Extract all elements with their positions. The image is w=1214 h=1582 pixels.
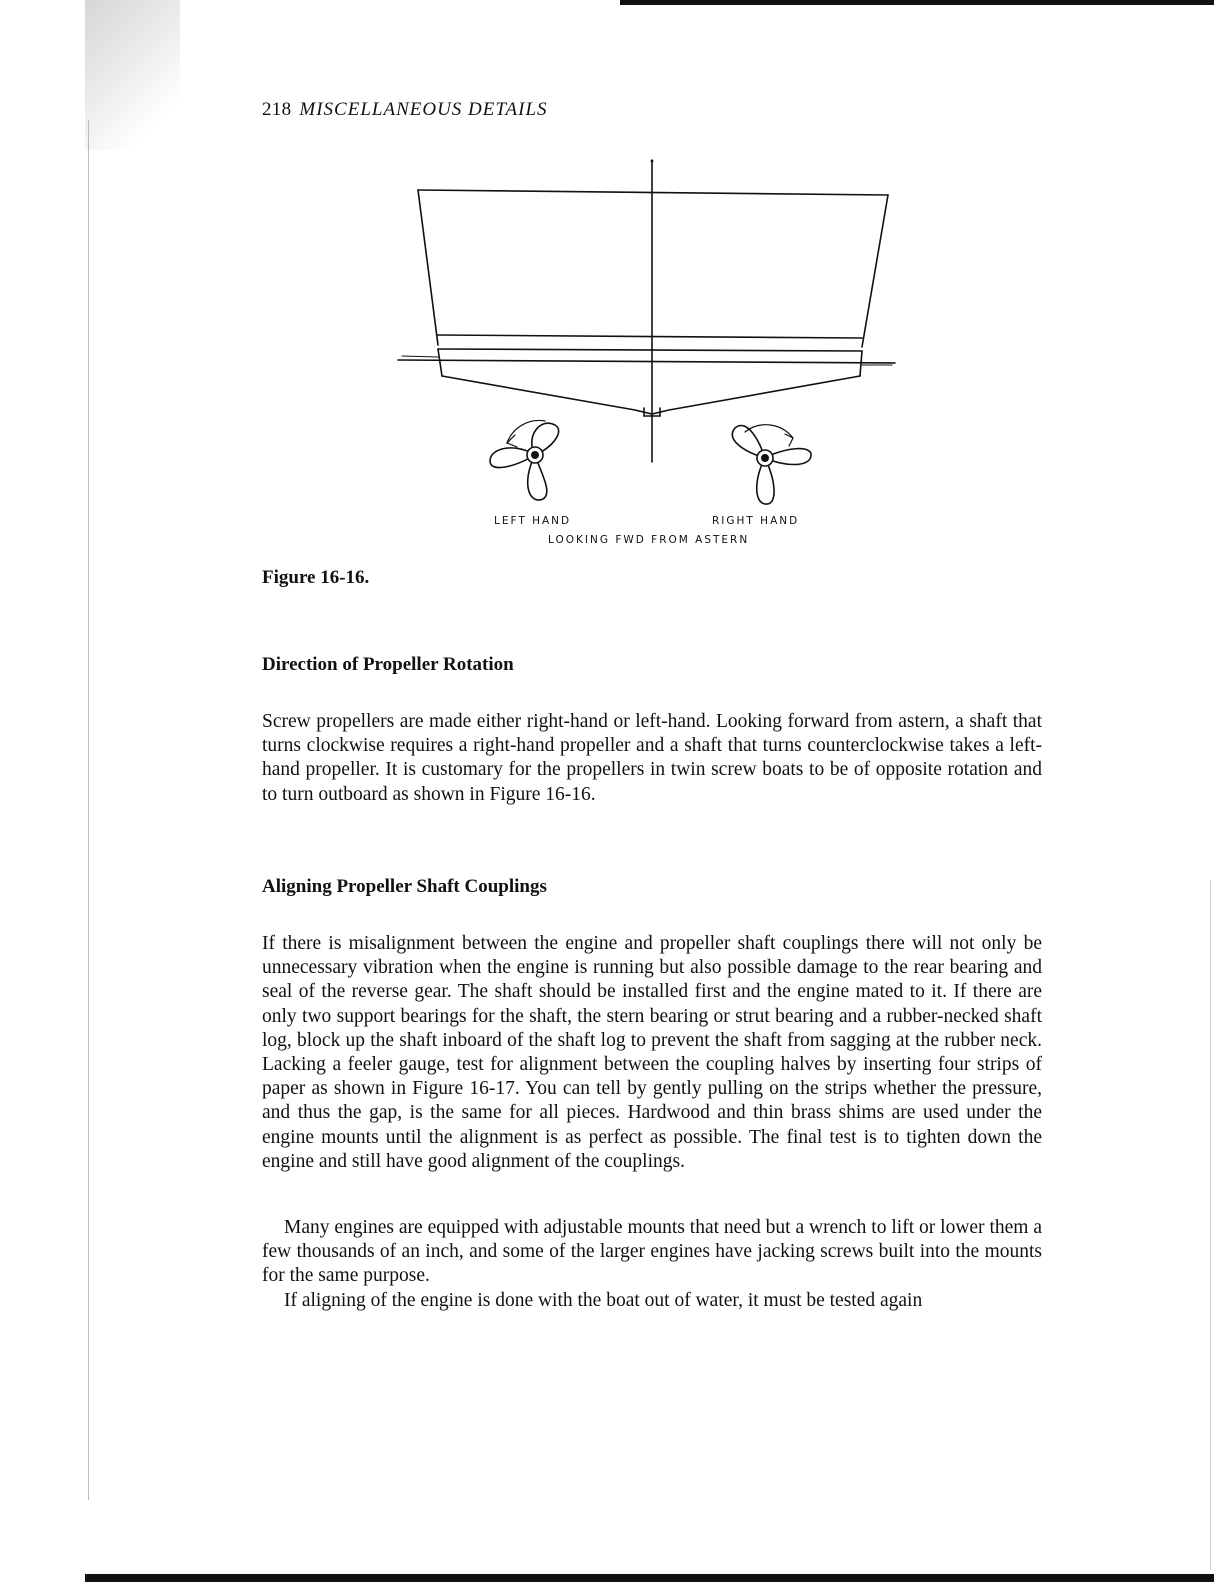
page-number: 218 — [262, 99, 292, 120]
hull-bottom — [442, 376, 860, 414]
waterline-left-tick — [402, 356, 438, 357]
hull-section-figure — [380, 150, 900, 550]
arrow-head — [507, 435, 517, 447]
scan-edge-left — [88, 120, 89, 1500]
paragraph-propeller-rotation: Screw propellers are made either right-hand or left-hand. Looking forward from astern, a shaft that turns clockwise requires a right-hand propeller and a shaft that turns counterclockwise takes a left-hand propeller. It is customary for the propellers in twin screw boats to be of opposite rotation and to turn outboard as shown in Figure 16-16. — [262, 711, 1042, 805]
rotation-arrow — [507, 420, 545, 443]
running-title: MISCELLANEOUS DETAILS — [299, 99, 548, 120]
port-side — [418, 190, 438, 345]
scan-edge-bottom — [85, 1574, 1214, 1582]
paragraph-out-of-water: If aligning of the engine is done with the boat out of water, it must be tested again — [284, 1290, 923, 1311]
boot-stripe-top — [438, 335, 862, 338]
port-chine — [438, 349, 442, 376]
looking-forward-label: LOOKING FWD FROM ASTERN — [548, 534, 750, 546]
starboard-side — [862, 195, 888, 347]
right-hand-propeller — [732, 425, 811, 504]
left-hand-propeller — [490, 420, 559, 500]
deck-line — [418, 190, 888, 195]
figure-caption: Figure 16-16. — [262, 567, 370, 588]
left-hand-label: LEFT HAND — [494, 515, 572, 527]
paragraph-misalignment: If there is misalignment between the engine and propeller shaft couplings there will not only be unnecessary vibration when the engine is running but also possible damage to the rear bearing and seal of the reverse gear. The shaft should be installed first and the engine mated to it. If there are only two support bearings for the shaft, the stern bearing or strut bearing and a rubber-necked shaft log, block up the shaft inboard of the shaft log to prevent the shaft from sagging at the rubber neck. Lacking a feeler gauge, test for alignment between the coupling halves by inserting four strips of paper as shown in Figure 16-17. You can tell by gently pulling on the strips whether the pressure, and thus the gap, is the same for all pieces. Hardwood and thin brass shims are used under the engine mounts until the alignment is as perfect as possible. The final test is to tighten down the engine and still have good alignment of the couplings. — [262, 933, 1042, 1172]
starboard-chine — [860, 351, 862, 376]
scan-edge-right — [1210, 880, 1211, 1570]
section-heading-shaft-couplings: Aligning Propeller Shaft Couplings — [262, 876, 547, 897]
waterline — [398, 360, 895, 363]
hub-inner — [761, 454, 769, 462]
section-heading-propeller-rotation: Direction of Propeller Rotation — [262, 654, 514, 675]
centerline-dot — [651, 160, 654, 163]
right-hand-label: RIGHT HAND — [712, 515, 800, 527]
hub-inner — [531, 451, 539, 459]
paragraph-adjustable-mounts: Many engines are equipped with adjustable mounts that need but a wrench to lift or lower them a few thousands of an inch, and some of the larger engines have jacking screws built into the mounts for the same purpose. — [262, 1217, 1042, 1287]
boot-stripe-bottom — [438, 349, 862, 351]
running-head — [262, 99, 548, 121]
scan-shadow — [85, 0, 180, 150]
scan-edge-top — [620, 0, 1214, 5]
